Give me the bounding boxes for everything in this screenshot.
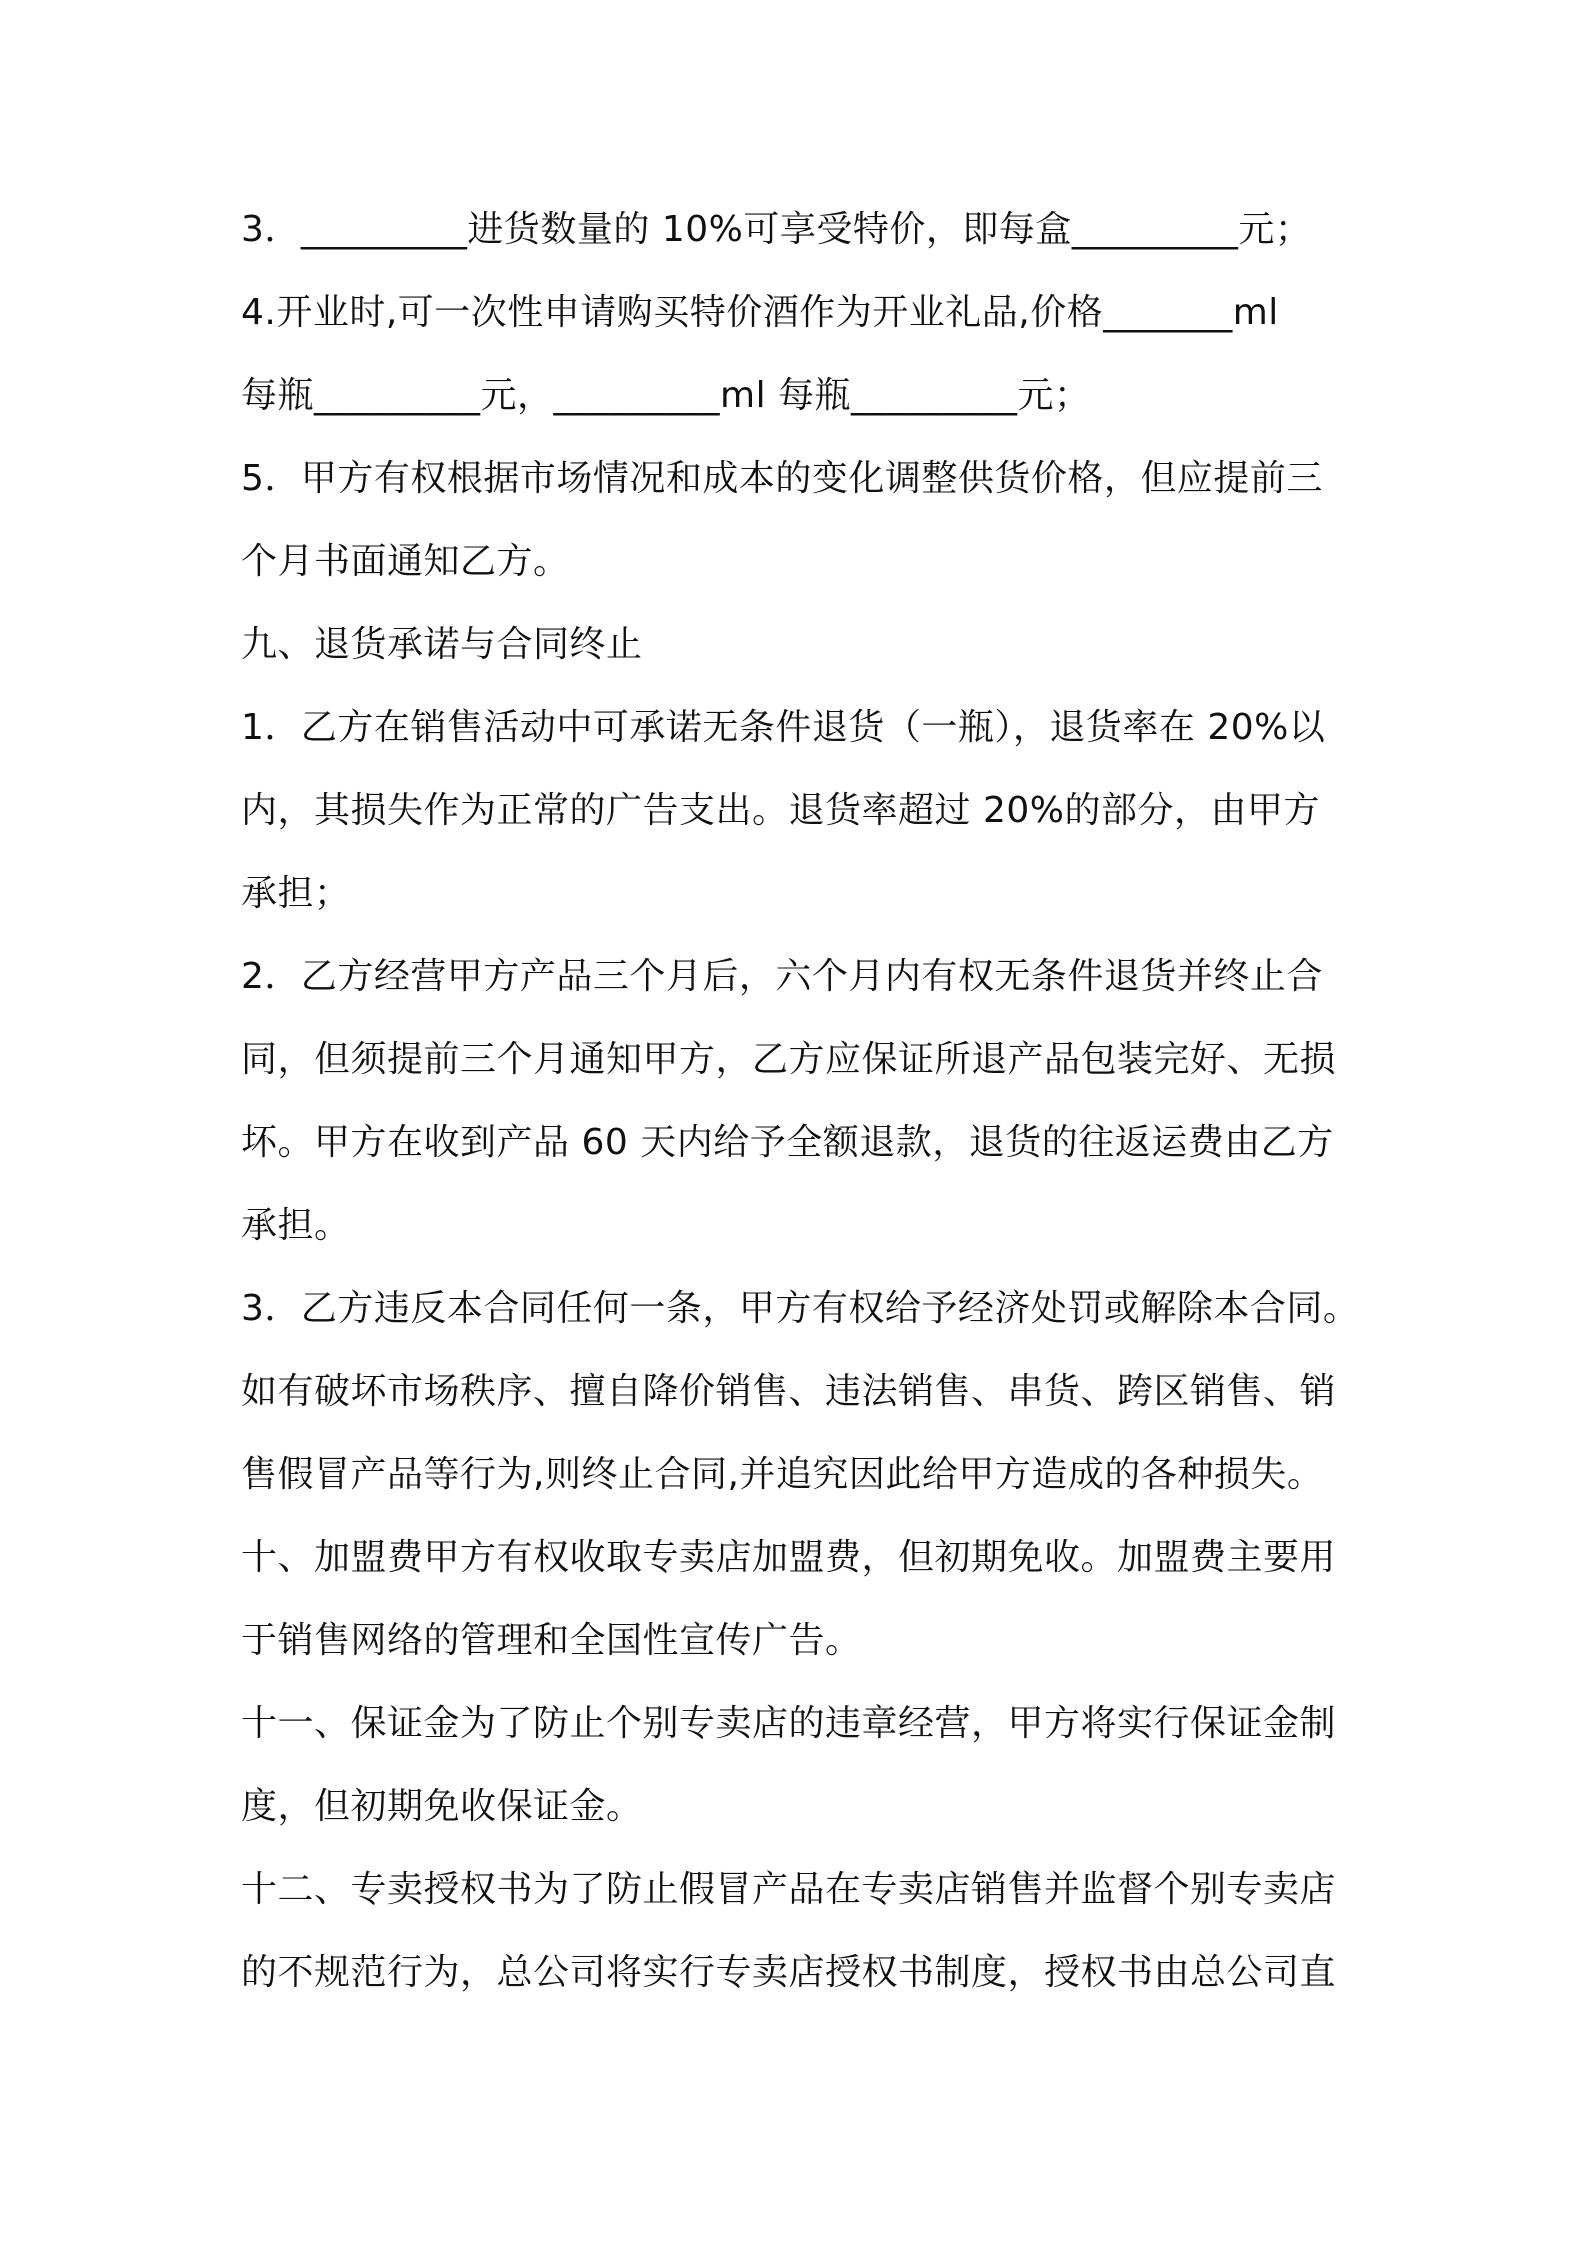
- text-line-14: 3．乙方违反本合同任何一条，甲方有权给予经济处罚或解除本合同。: [241, 1288, 1360, 1329]
- text-line-20: 度，但初期免收保证金。: [241, 1786, 643, 1827]
- text-line-7: 1．乙方在销售活动中可承诺无条件退货（一瓶），退货率在 20%以: [241, 707, 1326, 748]
- text-line-22: 的不规范行为，总公司将实行专卖店授权书制度，授权书由总公司直: [241, 1952, 1337, 1993]
- text-line-12: 坏。甲方在收到产品 60 天内给予全额退款，退货的往返运费由乙方: [241, 1122, 1334, 1163]
- text-line-3: 每瓶_________元，_________ml 每瓶_________元；: [241, 375, 1091, 416]
- text-line-2: 4.开业时,可一次性申请购买特价酒作为开业礼品,价格_______ml: [241, 292, 1279, 333]
- text-line-18: 于销售网络的管理和全国性宣传广告。: [241, 1620, 862, 1661]
- text-line-1: 3．_________进货数量的 10%可享受特价，即每盒_________元；: [241, 209, 1312, 250]
- text-line-16: 售假冒产品等行为,则终止合同,并追究因此给甲方造成的各种损失。: [241, 1454, 1324, 1495]
- text-line-11: 同，但须提前三个月通知甲方，乙方应保证所退产品包装完好、无损: [241, 1039, 1337, 1080]
- text-line-13: 承担。: [241, 1205, 351, 1246]
- text-line-4: 5．甲方有权根据市场情况和成本的变化调整供货价格，但应提前三: [241, 458, 1323, 499]
- text-line-10: 2．乙方经营甲方产品三个月后，六个月内有权无条件退货并终止合: [241, 956, 1323, 997]
- text-line-5: 个月书面通知乙方。: [241, 541, 570, 582]
- section-heading-12: 十二、专卖授权书为了防止假冒产品在专卖店销售并监督个别专卖店: [241, 1869, 1337, 1910]
- text-line-15: 如有破坏市场秩序、擅自降价销售、违法销售、串货、跨区销售、销: [241, 1371, 1337, 1412]
- text-line-9: 承担；: [241, 873, 351, 914]
- text-line-8: 内，其损失作为正常的广告支出。退货率超过 20%的部分，由甲方: [241, 790, 1320, 831]
- section-heading-11: 十一、保证金为了防止个别专卖店的违章经营，甲方将实行保证金制: [241, 1703, 1337, 1744]
- section-heading-10: 十、加盟费甲方有权收取专卖店加盟费，但初期免收。加盟费主要用: [241, 1537, 1337, 1578]
- section-heading-9: 九、退货承诺与合同终止: [241, 624, 643, 665]
